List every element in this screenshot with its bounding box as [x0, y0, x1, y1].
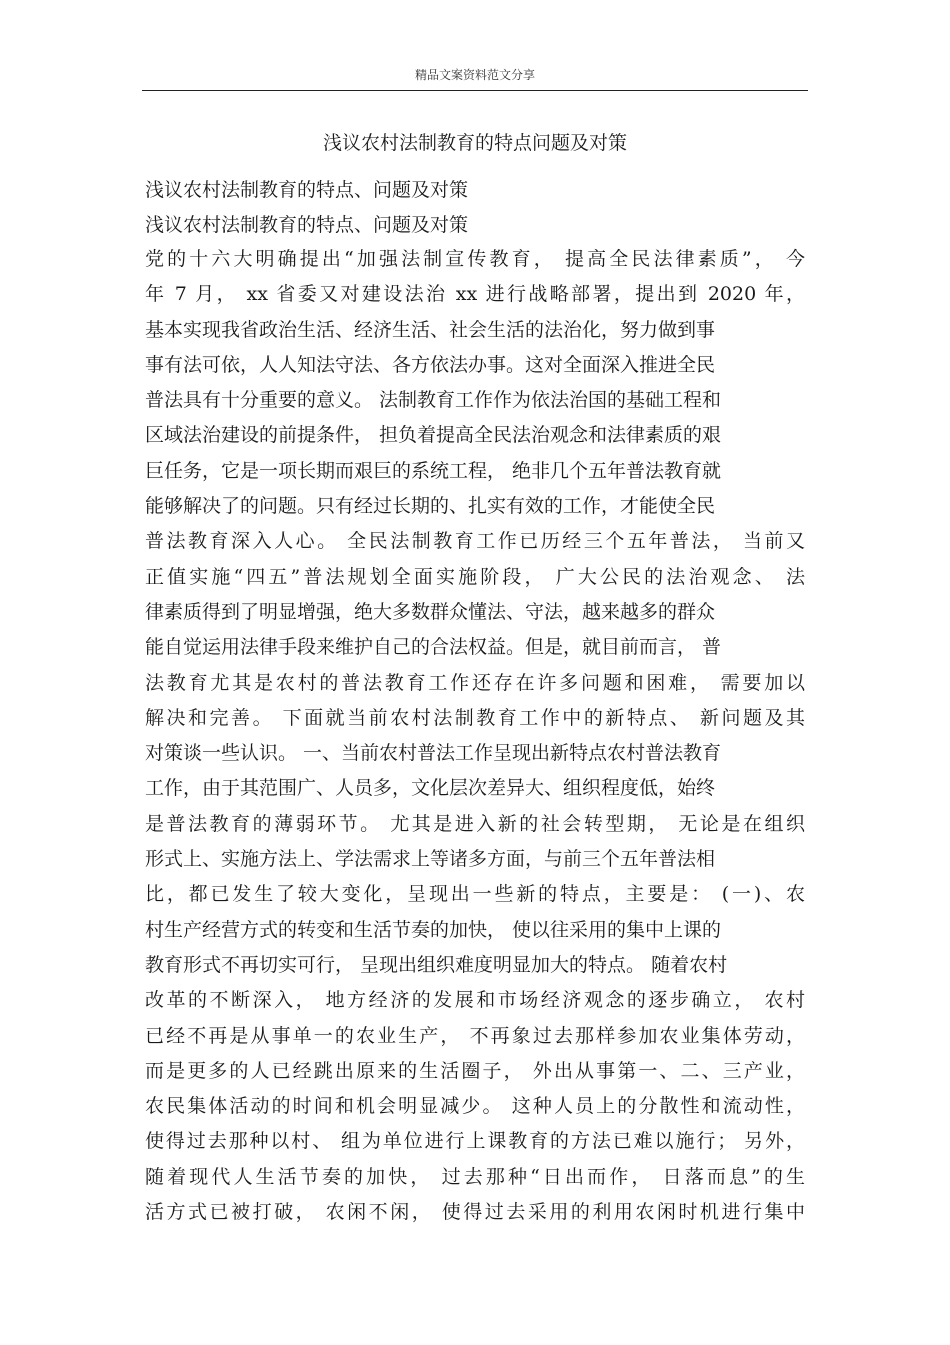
document-title: 浅议农村法制教育的特点问题及对策 [322, 132, 627, 154]
body-line-18: 形式上、实施方法上、学法需求上等诸多方面，与前三个五年普法相 [145, 848, 716, 871]
body-line-12: 能自觉运用法律手段来维护自己的合法权益。但是，就目前而言， 普 [145, 636, 722, 659]
body-line-10: 正值实施“四五”普法规划全面实施阶段， 广大公民的法治观念、 法 [145, 565, 805, 588]
body-line-8: 能够解决了的问题。只有经过长期的、扎实有效的工作，才能使全民 [145, 495, 716, 518]
body-line-4: 事有法可依，人人知法守法、各方依法办事。这对全面深入推进全民 [145, 353, 716, 376]
body-line-5: 普法具有十分重要的意义。 法制教育工作作为依法治国的基础工程和 [145, 389, 722, 412]
body-line-19: 比，都已发生了较大变化，呈现出一些新的特点，主要是： (一)、农 [145, 883, 805, 906]
body-line-16: 工作，由于其范围广、人员多，文化层次差异大、组织程度低，始终 [145, 777, 716, 800]
body-line-27: 随着现代人生活节奏的加快， 过去那种“日出而作， 日落而息”的生 [145, 1165, 805, 1188]
body-paragraph [145, 242, 805, 1230]
header-divider [142, 90, 808, 91]
body-line-26: 使得过去那种以村、 组为单位进行上课教育的方法已难以施行； 另外， [145, 1130, 805, 1153]
document-subtitle-2: 浅议农村法制教育的特点、问题及对策 [145, 214, 469, 236]
body-line-2: 年 7 月， xx 省委又对建设法治 xx 进行战略部署，提出到 2020 年， [145, 283, 805, 306]
body-line-21: 教育形式不再切实可行， 呈现出组织难度明显加大的特点。 随着农村 [145, 953, 728, 976]
body-line-3: 基本实现我省政治生活、经济生活、社会生活的法治化，努力做到事 [145, 318, 716, 341]
body-line-24: 而是更多的人已经跳出原来的生活圈子， 外出从事第一、二、三产业， [145, 1059, 805, 1082]
page-header: 精品文案资料范文分享 [414, 68, 535, 82]
body-line-6: 区域法治建设的前提条件， 担负着提高全民法治观念和法律素质的艰 [145, 424, 722, 447]
body-line-15: 对策谈一些认识。 一、当前农村普法工作呈现出新特点农村普法教育 [145, 742, 722, 765]
body-line-1: 党的十六大明确提出“加强法制宣传教育， 提高全民法律素质”， 今 [145, 248, 805, 270]
body-line-23: 已经不再是从事单一的农业生产， 不再象过去那样参加农业集体劳动， [145, 1024, 805, 1047]
body-line-14: 解决和完善。 下面就当前农村法制教育工作中的新特点、 新问题及其 [145, 706, 805, 729]
body-line-7: 巨任务，它是一项长期而艰巨的系统工程， 绝非几个五年普法教育就 [145, 459, 722, 482]
body-line-28: 活方式已被打破， 农闲不闲， 使得过去采用的利用农闲时机进行集中 [145, 1201, 805, 1224]
document-subtitle-1: 浅议农村法制教育的特点、问题及对策 [145, 179, 469, 201]
body-line-25: 农民集体活动的时间和机会明显减少。 这种人员上的分散性和流动性， [145, 1095, 805, 1118]
body-line-11: 律素质得到了明显增强，绝大多数群众懂法、守法，越来越多的群众 [145, 600, 716, 623]
body-line-17: 是普法教育的薄弱环节。 尤其是进入新的社会转型期， 无论是在组织 [145, 812, 805, 835]
body-line-13: 法教育尤其是农村的普法教育工作还存在许多问题和困难， 需要加以 [145, 671, 805, 694]
body-line-22: 改革的不断深入， 地方经济的发展和市场经济观念的逐步确立， 农村 [145, 989, 805, 1012]
body-line-20: 村生产经营方式的转变和生活节奏的加快， 使以往采用的集中上课的 [145, 918, 722, 941]
body-line-9: 普法教育深入人心。 全民法制教育工作已历经三个五年普法， 当前又 [145, 530, 805, 553]
